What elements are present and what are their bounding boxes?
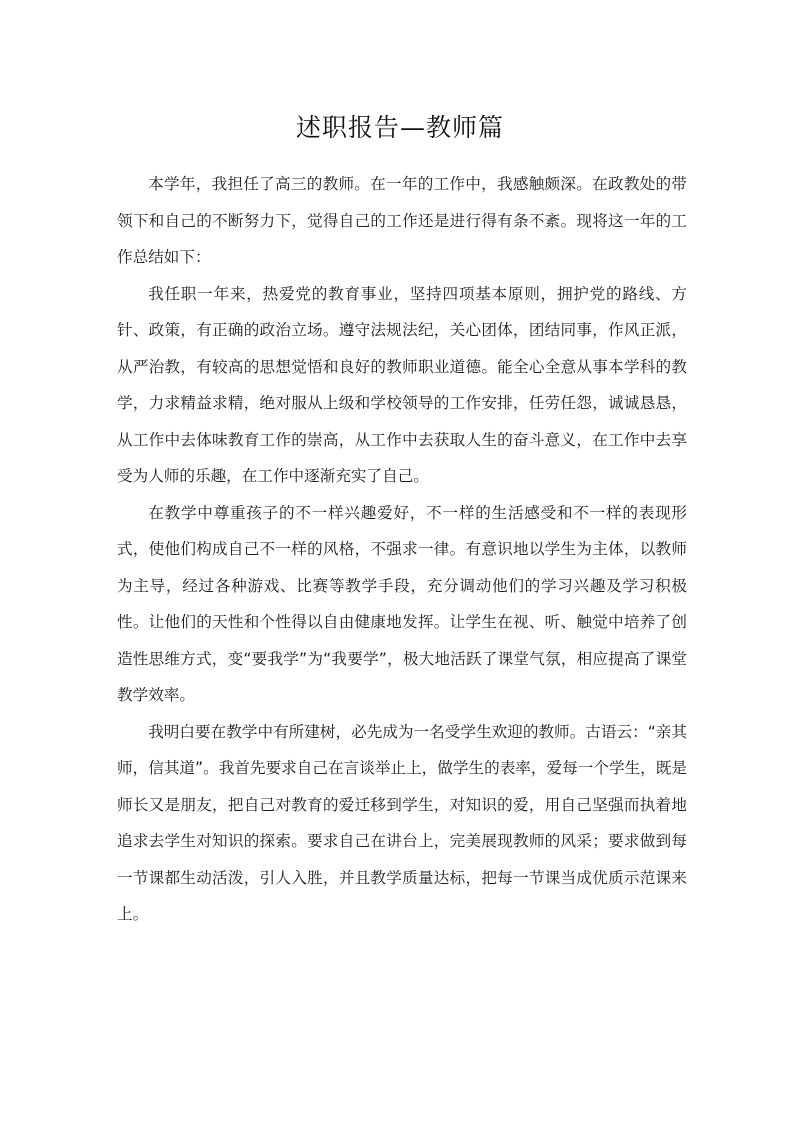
document-body bbox=[117, 166, 687, 933]
paragraph-teaching-method: 在教学中尊重孩子的不一样兴趣爱好，不一样的生活感受和不一样的表现形式，使他们构成自己不一样的风格，不强求一律。有意识地以学生为主体，以教师为主导，经过各种游戏、比赛等教学手段，充分调动他们的学习兴趣及学习积极性。让他们的天性和个性得以自由健康地发挥。让学生在视、听、触觉中培养了创造性思维方式，变“要我学”为“我要学”，极大地活跃了课堂气氛，相应提高了课堂教学效率。 bbox=[117, 503, 687, 704]
document-title: 述职报告—教师篇 bbox=[295, 113, 504, 142]
paragraph-role-model: 我明白要在教学中有所建树，必先成为一名受学生欢迎的教师。古语云：“亲其师，信其道”。我首先要求自己在言谈举止上，做学生的表率，爱每一个学生，既是师长又是朋友，把自己对教育的爱迁移到学生，对知识的爱，用自己坚强而执着地追求去学生对知识的探索。要求自己在讲台上，完美展现教师的风采；要求做到每一节课都生动活泼，引人入胜，并且教学质量达标，把每一节课当成优质示范课来上。 bbox=[117, 722, 687, 923]
paragraph-intro: 本学年，我担任了高三的教师。在一年的工作中，我感触颇深。在政教处的带领下和自己的不断努力下，觉得自己的工作还是进行得有条不紊。现将这一年的工作总结如下： bbox=[117, 175, 687, 266]
paragraph-ethics: 我任职一年来，热爱党的教育事业，坚持四项基本原则，拥护党的路线、方针、政策，有正确的政治立场。遵守法规法纪，关心团体，团结同事，作风正派，从严治教，有较高的思想觉悟和良好的教师职业道德。能全心全意从事本学科的教学，力求精益求精，绝对服从上级和学校领导的工作安排，任劳任怨，诚诚恳恳，从工作中去体味教育工作的崇高，从工作中去获取人生的奋斗意义，在工作中去享受为人师的乐趣，在工作中逐渐充实了自己。 bbox=[117, 284, 687, 485]
